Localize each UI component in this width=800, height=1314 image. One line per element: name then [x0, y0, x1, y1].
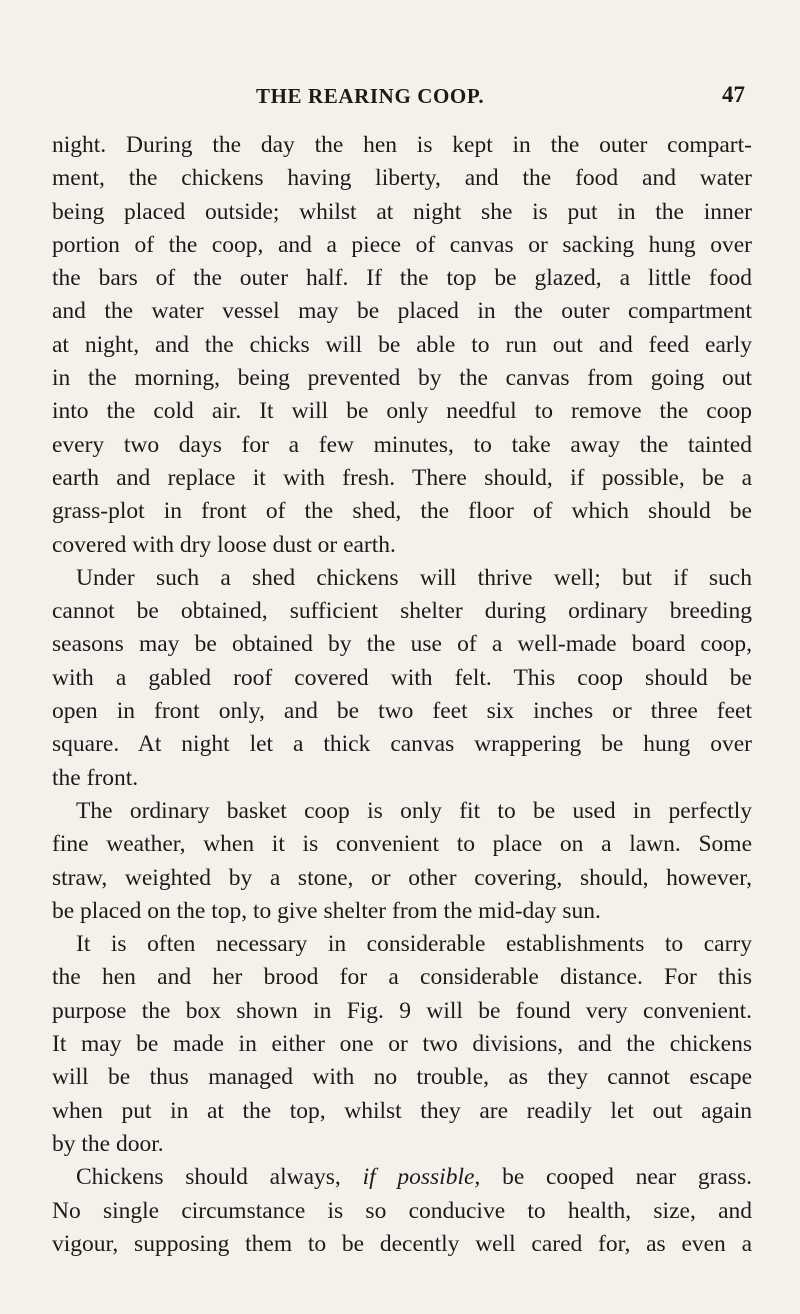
- body-text: [52, 129, 752, 1261]
- text-line: into the cold air. It will be only needful to remove the coop: [52, 398, 752, 425]
- text-line: covered with dry loose dust or earth.: [52, 531, 396, 558]
- running-title: THE REARING COOP.: [256, 84, 485, 108]
- text-line: cannot be obtained, sufficient shelter during ordinary breeding: [52, 598, 752, 625]
- text-line: No single circumstance is so conducive to health, size, and: [52, 1197, 752, 1224]
- text-line: portion of the coop, and a piece of canvas or sacking hung over: [52, 231, 752, 258]
- italic-emphasis: if possible,: [362, 1164, 481, 1191]
- text-line: when put in at the top, whilst they are readily let out again: [52, 1097, 752, 1124]
- text-line: earth and replace it with fresh. There should, if possible, be a: [52, 464, 752, 491]
- text-line: grass-plot in front of the shed, the floor of which should be: [52, 498, 752, 525]
- text-line: straw, weighted by a stone, or other covering, should, however,: [52, 864, 752, 891]
- text-line: fine weather, when it is convenient to place on a lawn. Some: [52, 831, 752, 858]
- page-number: 47: [722, 82, 745, 107]
- text-line: be placed on the top, to give shelter from the mid-day sun.: [52, 897, 601, 924]
- text-line: purpose the box shown in Fig. 9 will be found very convenient.: [52, 997, 752, 1024]
- text-line: night. During the day the hen is kept in the outer compart-: [52, 132, 752, 158]
- text-line: ment, the chickens having liberty, and the food and water: [52, 165, 752, 192]
- text-line-with-italic: [52, 1161, 752, 1194]
- running-head: [0, 84, 800, 114]
- text-line: open in front only, and be two feet six inches or three feet: [52, 698, 752, 725]
- text-line: every two days for a few minutes, to take away the tainted: [52, 431, 752, 458]
- text-line: It is often necessary in considerable establishments to carry: [76, 931, 752, 958]
- text-segment: Chickens should always,: [76, 1164, 341, 1191]
- text-line: seasons may be obtained by the use of a well-made board coop,: [52, 631, 752, 658]
- text-line: square. At night let a thick canvas wrappering be hung over: [52, 731, 752, 758]
- text-line: with a gabled roof covered with felt. This coop should be: [52, 664, 752, 691]
- text-line: being placed outside; whilst at night she is put in the inner: [52, 198, 752, 225]
- text-line: vigour, supposing them to be decently well cared for, as even a: [52, 1230, 752, 1257]
- text-line: The ordinary basket coop is only fit to be used in perfectly: [76, 797, 752, 824]
- text-line: Under such a shed chickens will thrive well; but if such: [76, 564, 752, 591]
- text-line: the hen and her brood for a considerable distance. For this: [52, 964, 752, 991]
- text-line: It may be made in either one or two divisions, and the chickens: [52, 1031, 752, 1058]
- text-line: in the morning, being prevented by the canvas from going out: [52, 365, 752, 392]
- text-line: by the door.: [52, 1130, 164, 1157]
- text-line: and the water vessel may be placed in the outer compartment: [52, 298, 752, 325]
- text-segment: be cooped near grass.: [502, 1164, 753, 1191]
- text-line: at night, and the chicks will be able to run out and feed early: [52, 331, 752, 358]
- text-line: the front.: [52, 764, 139, 791]
- text-line: will be thus managed with no trouble, as they cannot escape: [52, 1064, 752, 1091]
- text-line: the bars of the outer half. If the top be glazed, a little food: [52, 265, 752, 292]
